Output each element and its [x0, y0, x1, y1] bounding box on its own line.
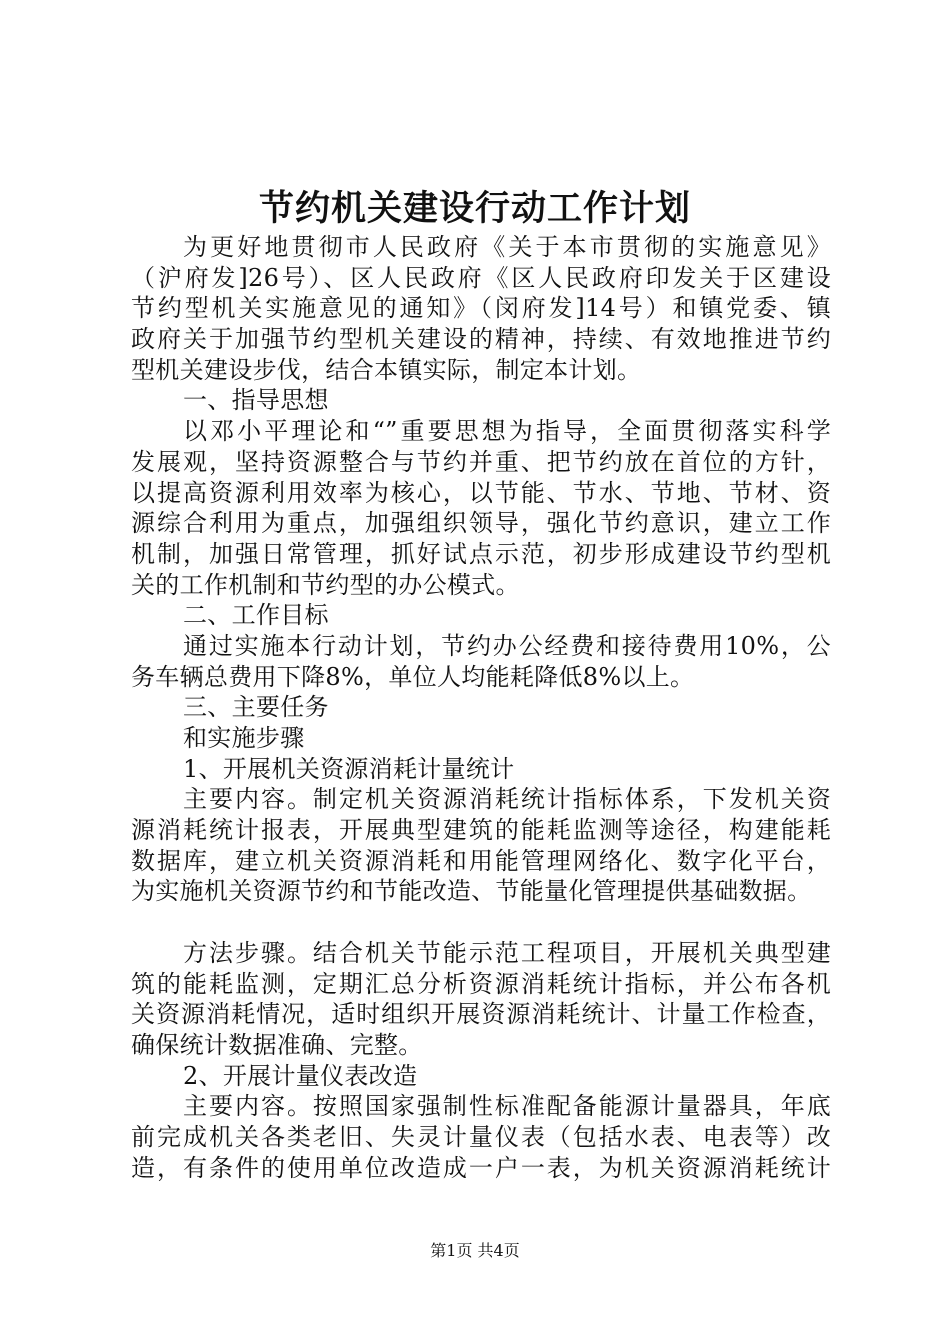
paragraph-line: 主要内容。制定机关资源消耗统计指标体系，下发机关资 [183, 785, 831, 814]
section-heading: 一、指导思想 [183, 386, 329, 415]
blank-line [131, 907, 831, 938]
paragraph-line: 确保统计数据准确、完整。 [131, 1030, 423, 1059]
paragraph-line: 务车辆总费用下降8%，单位人均能耗降低8%以上。 [131, 662, 695, 691]
subsection-heading: 1、开展机关资源消耗计量统计 [183, 754, 515, 783]
paragraph-line: （沪府发]26号）、区人民政府《区人民政府印发关于区建设 [131, 263, 831, 292]
paragraph-line: 通过实施本行动计划，节约办公经费和接待费用10%，公 [183, 631, 831, 660]
paragraph-line: 机制，加强日常管理，抓好试点示范，初步形成建设节约型机 [131, 539, 831, 568]
section-heading: 三、主要任务 [183, 693, 329, 722]
paragraph-line: 源消耗统计报表，开展典型建筑的能耗监测等途径，构建能耗 [131, 816, 831, 845]
paragraph-line: 以提高资源利用效率为核心，以节能、节水、节地、节材、资 [131, 478, 831, 507]
paragraph-line: 为更好地贯彻市人民政府《关于本市贯彻的实施意见》 [183, 233, 831, 261]
section-heading: 二、工作目标 [183, 601, 329, 630]
paragraph-line: 政府关于加强节约型机关建设的精神，持续、有效地推进节约 [131, 325, 831, 354]
subsection-heading: 2、开展计量仪表改造 [183, 1061, 418, 1090]
section-heading: 和实施步骤 [183, 724, 305, 752]
document-body [131, 232, 831, 1183]
paragraph-line: 筑的能耗监测，定期汇总分析资源消耗统计指标，并公布各机 [131, 969, 831, 998]
paragraph-line: 关的工作机制和节约型的办公模式。 [131, 570, 520, 599]
paragraph-line: 节约型机关实施意见的通知》（闵府发]14号）和镇党委、镇 [131, 294, 831, 323]
paragraph-line: 关资源消耗情况，适时组织开展资源消耗统计、计量工作检查， [131, 1000, 831, 1029]
paragraph-line: 源综合利用为重点，加强组织领导，强化节约意识，建立工作 [131, 509, 831, 538]
paragraph-line: 型机关建设步伐，结合本镇实际，制定本计划。 [131, 355, 642, 384]
paragraph-line: 以邓小平理论和“”重要思想为指导，全面贯彻落实科学 [183, 417, 831, 446]
page-number-footer: 第1页 共4页 [430, 1241, 520, 1260]
paragraph-line: 造，有条件的使用单位改造成一户一表，为机关资源消耗统计 [131, 1153, 831, 1182]
paragraph-line: 数据库，建立机关资源消耗和用能管理网络化、数字化平台， [131, 846, 831, 875]
paragraph-line: 前完成机关各类老旧、失灵计量仪表（包括水表、电表等）改 [131, 1122, 831, 1151]
document-title: 节约机关建设行动工作计划 [258, 188, 691, 229]
paragraph-line: 发展观，坚持资源整合与节约并重、把节约放在首位的方针， [131, 447, 831, 476]
paragraph-line: 主要内容。按照国家强制性标准配备能源计量器具，年底 [183, 1092, 831, 1121]
paragraph-line: 方法步骤。结合机关节能示范工程项目，开展机关典型建 [183, 938, 831, 967]
paragraph-line: 为实施机关资源节约和节能改造、节能量化管理提供基础数据。 [131, 877, 812, 906]
